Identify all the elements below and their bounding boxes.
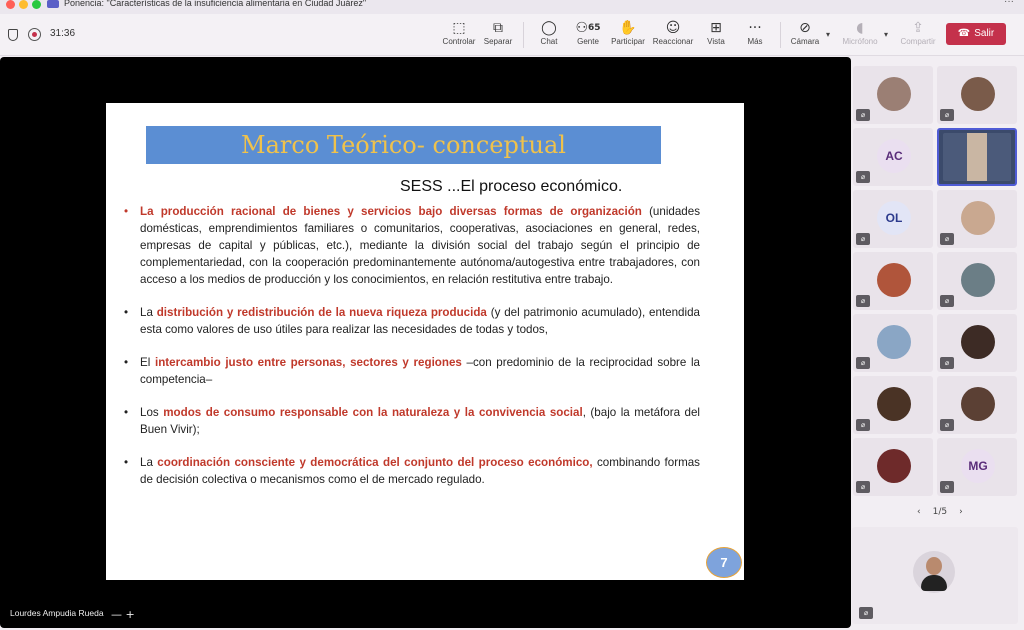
mic-muted-icon: ⌀: [856, 357, 870, 369]
participant-tile[interactable]: [937, 128, 1017, 186]
self-video-tile[interactable]: [852, 527, 1018, 624]
mic-muted-icon: ⌀: [940, 295, 954, 307]
bullet-item: • La producción racional de bienes y servicios bajo diversas formas de organización (unidades domésticas, emprendimientos familiares o comunitarios, cooperativas, asociaciones en general, redes, empresas de capital y públicas, etc.), mediante la división social del trabajo según el principio de complementariedad, con la cooperación predominantemente autónoma/autogestiva entre trabajadores, con acceso a los medios de producción y los conocimientos, en relación restitutiva entre trabajo.: [122, 203, 700, 288]
react-button[interactable]: ☺ Reaccionar: [652, 20, 694, 46]
participant-avatar: [877, 263, 911, 297]
toolbar-divider: [780, 22, 781, 48]
bullet-item: • Los modos de consumo responsable con la naturaleza y la convivencia social, (bajo la metáfora del Buen Vivir);: [122, 404, 700, 438]
zoom-controls[interactable]: — +: [111, 608, 135, 621]
meeting-timer: 31:36: [50, 28, 76, 39]
participant-tile[interactable]: [937, 376, 1017, 434]
mic-muted-icon: ⌀: [856, 295, 870, 307]
pager-label: 1/5: [932, 507, 948, 517]
zoom-window-button[interactable]: [32, 0, 41, 9]
participant-avatar: [961, 263, 995, 297]
microphone-button[interactable]: ◖ Micrófono: [840, 19, 880, 53]
participant-video: [943, 133, 1011, 181]
bullet-item: • La distribución y redistribución de la nueva riqueza producida (y del patrimonio acumulado), entendida esta como valores de uso útiles para realizar las necesidades de todas y todos,: [122, 304, 700, 338]
smiley-icon: ☺: [665, 20, 681, 36]
shield-icon[interactable]: [8, 29, 18, 41]
participant-avatar: [877, 449, 911, 483]
hand-icon: ✋: [619, 20, 637, 36]
mic-muted-icon: ⌀: [940, 109, 954, 121]
participant-tile[interactable]: [937, 252, 1017, 310]
mic-muted-icon: ⌀: [856, 481, 870, 493]
teams-logo-icon: [47, 0, 59, 8]
recording-icon: [28, 28, 41, 41]
slide-page-number: 7: [706, 547, 742, 578]
camera-button[interactable]: ⊘ Cámara: [790, 20, 820, 46]
camera-off-icon: ⊘: [799, 20, 811, 36]
popout-icon: ⧉: [493, 20, 503, 36]
slide-title-banner: [146, 126, 661, 164]
more-button[interactable]: ··· Más: [743, 19, 767, 53]
mic-muted-icon: ⌀: [940, 357, 954, 369]
presenter-name: Lourdes Ampudia Rueda: [10, 608, 104, 618]
mic-muted-icon: ⌀: [856, 419, 870, 431]
close-window-button[interactable]: [6, 0, 15, 9]
raise-hand-button[interactable]: ✋ Participar: [609, 19, 647, 53]
self-avatar: [913, 551, 955, 593]
leave-button[interactable]: ☎ Salir: [946, 23, 1006, 45]
window-titlebar: [0, 0, 1024, 14]
people-button[interactable]: ⚇$^{65}$ Gente: [573, 19, 603, 53]
participant-tile[interactable]: [937, 66, 1017, 124]
phone-hangup-icon: ☎: [957, 28, 971, 39]
participant-tile[interactable]: [853, 190, 933, 248]
mic-muted-icon: ⌀: [940, 481, 954, 493]
participant-pager: [911, 507, 969, 517]
cursor-control-icon: ⬚: [452, 20, 466, 36]
mic-muted-icon: ⌀: [856, 171, 870, 183]
bullet-item: • La coordinación consciente y democrática del conjunto del proceso económico, combinando formas de decisión colectiva o mecanismos como el de mercado regulado.: [122, 454, 700, 488]
microphone-options-chevron-icon[interactable]: ▾: [884, 30, 889, 39]
participant-tile[interactable]: [853, 128, 933, 186]
slide-bullet-list: [122, 203, 700, 504]
participant-avatar: [877, 387, 911, 421]
participant-avatar: [877, 77, 911, 111]
view-button[interactable]: ⊞ Vista: [704, 19, 728, 53]
participant-initials: OL: [877, 201, 911, 235]
participant-tile[interactable]: [937, 314, 1017, 372]
participant-tile[interactable]: [937, 438, 1017, 496]
slide-title: Marco Teórico- conceptual: [241, 131, 566, 159]
participant-tile[interactable]: [853, 438, 933, 496]
participant-tile[interactable]: [853, 314, 933, 372]
presentation-slide: [106, 103, 744, 580]
camera-options-chevron-icon[interactable]: ▾: [826, 30, 831, 39]
window-title: Ponencia: "Características de la insuficiencia alimentaria en Ciudad Juárez": [64, 0, 367, 8]
participant-avatar: [961, 77, 995, 111]
microphone-off-icon: ◖: [856, 20, 864, 36]
participant-initials: AC: [877, 139, 911, 173]
mic-muted-icon: ⌀: [859, 607, 873, 619]
window-more-icon[interactable]: ···: [1004, 0, 1014, 7]
people-icon: ⚇$^{65}$: [575, 20, 601, 36]
share-button[interactable]: ⇪ Compartir: [898, 19, 938, 53]
chevron-left-icon[interactable]: ‹: [917, 507, 921, 517]
grid-view-icon: ⊞: [710, 20, 722, 36]
toolbar-divider: [523, 22, 524, 48]
mic-muted-icon: ⌀: [940, 419, 954, 431]
participant-avatar: [961, 201, 995, 235]
shared-screen-stage: [0, 57, 851, 628]
participant-tile[interactable]: [853, 252, 933, 310]
participants-panel: [852, 57, 1024, 630]
slide-subtitle: SESS ...El proceso económico.: [400, 178, 623, 195]
people-count: 65: [588, 23, 601, 33]
control-button[interactable]: ⬚ Controlar: [440, 19, 478, 53]
chat-button[interactable]: ◯ Chat: [535, 19, 563, 53]
ellipsis-icon: ···: [748, 20, 762, 36]
mic-muted-icon: ⌀: [940, 233, 954, 245]
chat-icon: ◯: [541, 20, 557, 36]
chevron-right-icon[interactable]: ›: [959, 507, 963, 517]
participant-avatar: [961, 387, 995, 421]
participant-initials: MG: [961, 449, 995, 483]
participant-tile[interactable]: [853, 66, 933, 124]
participant-avatar: [877, 325, 911, 359]
participant-tile[interactable]: [853, 376, 933, 434]
share-icon: ⇪: [912, 20, 924, 36]
meeting-toolbar: [0, 14, 1024, 56]
mic-muted-icon: ⌀: [856, 109, 870, 121]
participant-tile[interactable]: [937, 190, 1017, 248]
participant-avatar: [961, 325, 995, 359]
minimize-window-button[interactable]: [19, 0, 28, 9]
mic-muted-icon: ⌀: [856, 233, 870, 245]
bullet-item: • El intercambio justo entre personas, sectores y regiones –con predominio de la reciprocidad sobre la competencia–: [122, 354, 700, 388]
popout-button[interactable]: ⧉ Separar: [481, 19, 515, 53]
